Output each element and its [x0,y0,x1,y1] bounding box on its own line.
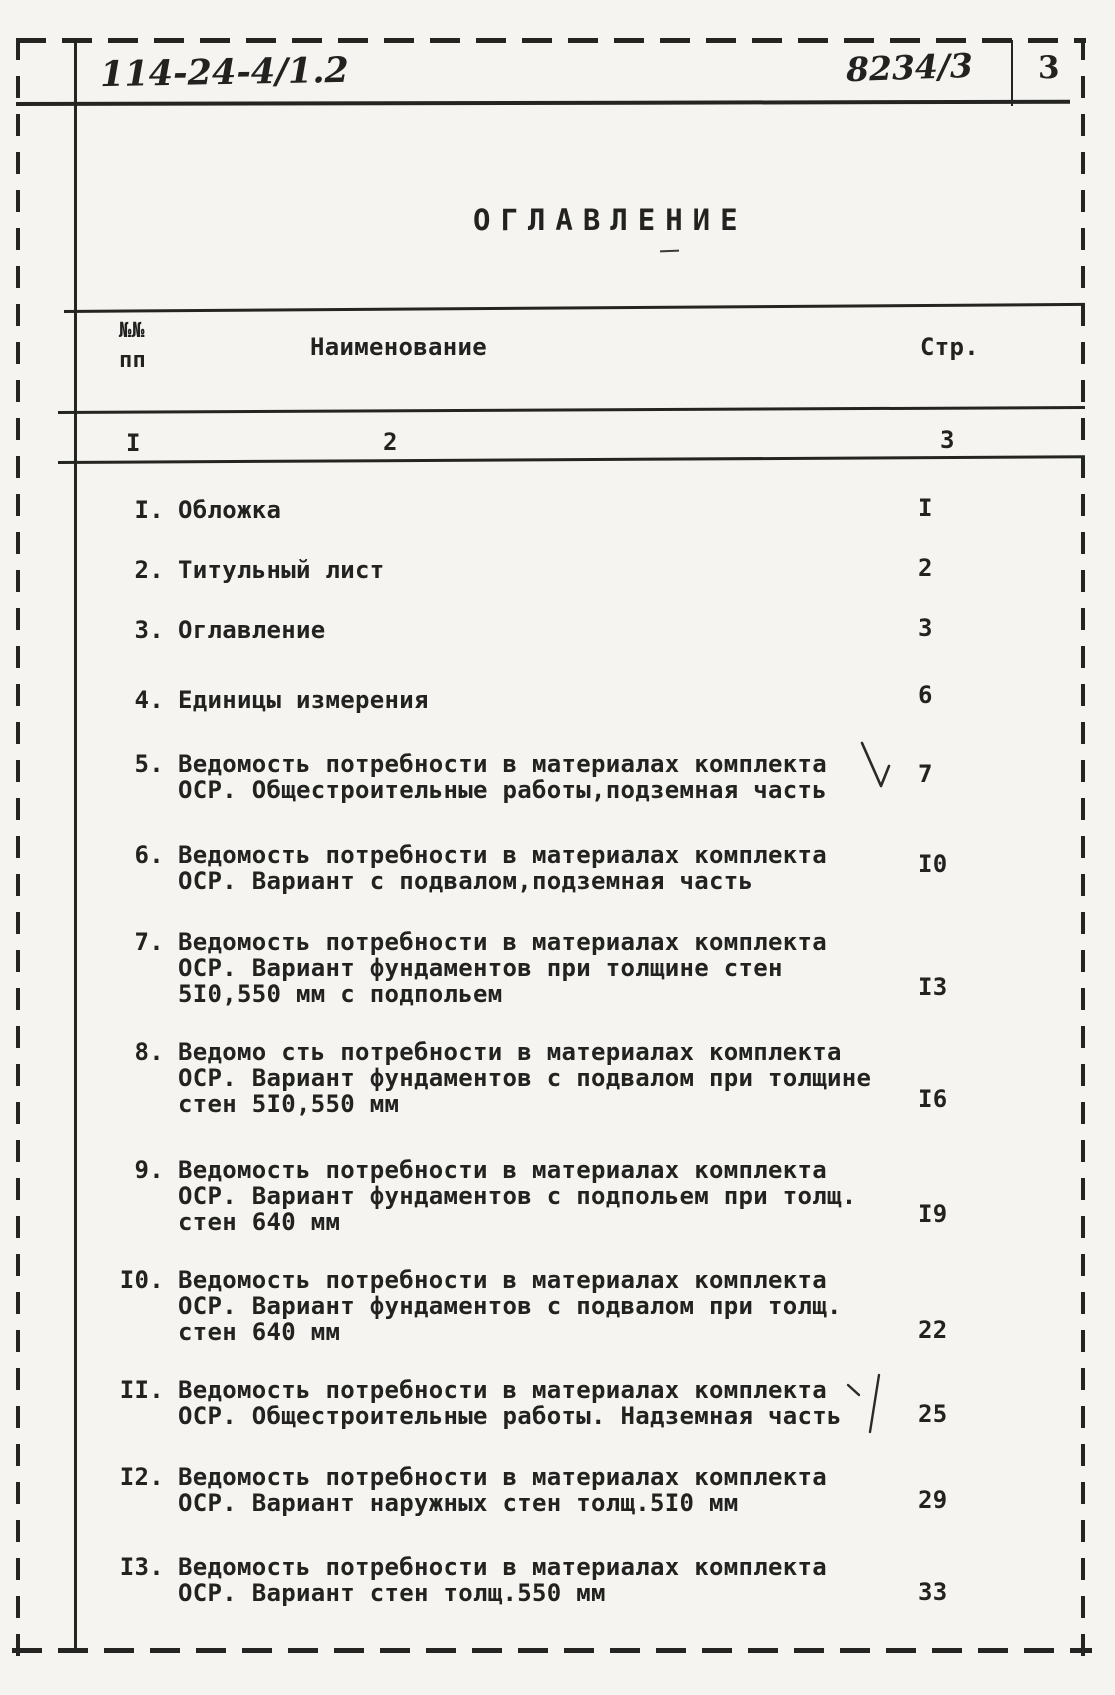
toc-item-number: 4. [134,686,164,714]
toc-item-page: 2 [918,554,933,582]
toc-item-text [178,930,827,1008]
toc-item-text-line: Ведомость потребности в материалах комплекта [178,750,827,778]
toc-item-text-line: Обложка [178,496,282,524]
toc-item-text [178,1555,827,1607]
toc-item-text-line: стен 640 мм [178,1208,341,1236]
toc-item-number: 2. [134,556,164,584]
doc-number-handwritten: 8234/3 [845,45,974,90]
column-header-num-line1: №№ [119,318,145,342]
toc-item-text-line: ОСР. Вариант фундаментов с подпольем при толщ. [178,1182,857,1210]
toc-item-text-line: ОСР. Вариант фундаментов с подвалом при толщине [178,1064,872,1092]
toc-item-text-line: стен 640 мм [178,1318,341,1346]
inner-left-rule [74,38,77,1650]
frame-right-dashed-border [1081,38,1085,1656]
handwritten-check-mark [856,740,896,796]
toc-item-text [178,618,326,644]
toc-item-page: I9 [918,1200,948,1228]
toc-item-text-line: Ведомость потребности в материалах комплекта [178,841,827,869]
toc-item-text-line: Ведомость потребности в материалах комплекта [178,1553,827,1581]
table-rule-middle [58,406,1085,414]
table-rule-bottom [58,455,1085,464]
toc-item-number: 8. [134,1038,164,1066]
toc-item-page: I6 [918,1085,948,1113]
toc-item-number: I. [134,496,164,524]
column-header-page: Стр. [920,333,979,361]
column-index-2: 2 [383,428,398,456]
toc-item-page: 3 [918,614,933,642]
table-rule-top [64,303,1085,313]
toc-item-number: 5. [134,750,164,778]
toc-item-page: I3 [918,973,948,1001]
frame-top-dashed-border [16,38,1086,43]
toc-item-page: I0 [918,850,948,878]
toc-item-number: 9. [134,1156,164,1184]
toc-item-number: 3. [134,616,164,644]
toc-item-page: 7 [918,760,933,788]
toc-item-text-line: 5I0,550 мм с подпольем [178,980,503,1008]
toc-item-page: 29 [918,1486,948,1514]
toc-item-text [178,843,827,895]
toc-item-text-line: Ведомость потребности в материалах комплекта [178,1156,827,1184]
doc-code-handwritten: 114-24-4/1.2 [99,49,350,96]
toc-item-text-line: ОСР. Вариант фундаментов при толщине стен [178,954,783,982]
toc-item-text-line: Единицы измерения [178,686,429,714]
toc-item-text-line: ОСР. Вариант наружных стен толщ.5I0 мм [178,1489,739,1517]
toc-item-page: 6 [918,681,933,709]
toc-item-number: I2. [119,1463,164,1491]
toc-item-text-line: ОСР. Вариант фундаментов с подвалом при толщ. [178,1292,842,1320]
frame-bottom-dashed-border [12,1648,1092,1653]
handwritten-slash-mark [846,1372,886,1436]
toc-item-text-line: ОСР. Общестроительные работы,подземная часть [178,776,827,804]
toc-item-text-line: Ведомость потребности в материалах комплекта [178,1463,827,1491]
toc-item-text [178,1268,842,1346]
toc-item-page: 22 [918,1316,948,1344]
toc-item-text-line: ОСР. Вариант с подвалом,подземная часть [178,867,754,895]
toc-item-text-line: Оглавление [178,616,326,644]
toc-item-text-line: Ведомость потребности в материалах комплекта [178,1376,827,1404]
toc-item-text [178,752,827,804]
frame-left-dashed-border [16,38,20,1656]
toc-item-page: I [918,494,933,522]
toc-item-text [178,688,429,714]
toc-item-page: 33 [918,1578,948,1606]
toc-item-number: 7. [134,928,164,956]
toc-item-text-line: стен 5I0,550 мм [178,1090,400,1118]
sheet-number: 3 [1038,50,1060,86]
toc-item-text-line: Титульный лист [178,556,385,584]
toc-item-text [178,1378,842,1430]
column-index-3: 3 [940,426,955,454]
toc-item-number: I0. [119,1266,164,1294]
header-bottom-rule [16,100,1070,106]
column-index-1: I [126,429,141,457]
toc-item-text [178,498,281,524]
toc-item-number: II. [119,1376,164,1404]
toc-item-text-line: Ведомость потребности в материалах комплекта [178,928,827,956]
column-header-num-line2: пп [119,348,147,373]
sheet-number-divider [1011,40,1013,106]
toc-item-page: 25 [918,1400,948,1428]
toc-item-text-line: Ведомость потребности в материалах комплекта [178,1266,827,1294]
toc-item-text [178,1040,871,1118]
toc-item-text [178,1465,827,1517]
toc-item-number: I3. [119,1553,164,1581]
toc-item-text-line: ОСР. Вариант стен толщ.550 мм [178,1579,606,1607]
toc-item-text-line: Ведомо сть потребности в материалах комплекта [178,1038,842,1066]
toc-item-text [178,1158,856,1236]
stray-dash [660,250,679,253]
column-header-name: Наименование [310,333,487,361]
page-title: ОГЛАВЛЕНИЕ [473,203,748,237]
toc-item-number: 6. [134,841,164,869]
toc-item-text-line: ОСР. Общестроительные работы. Надземная часть [178,1402,842,1430]
toc-item-text [178,558,385,584]
